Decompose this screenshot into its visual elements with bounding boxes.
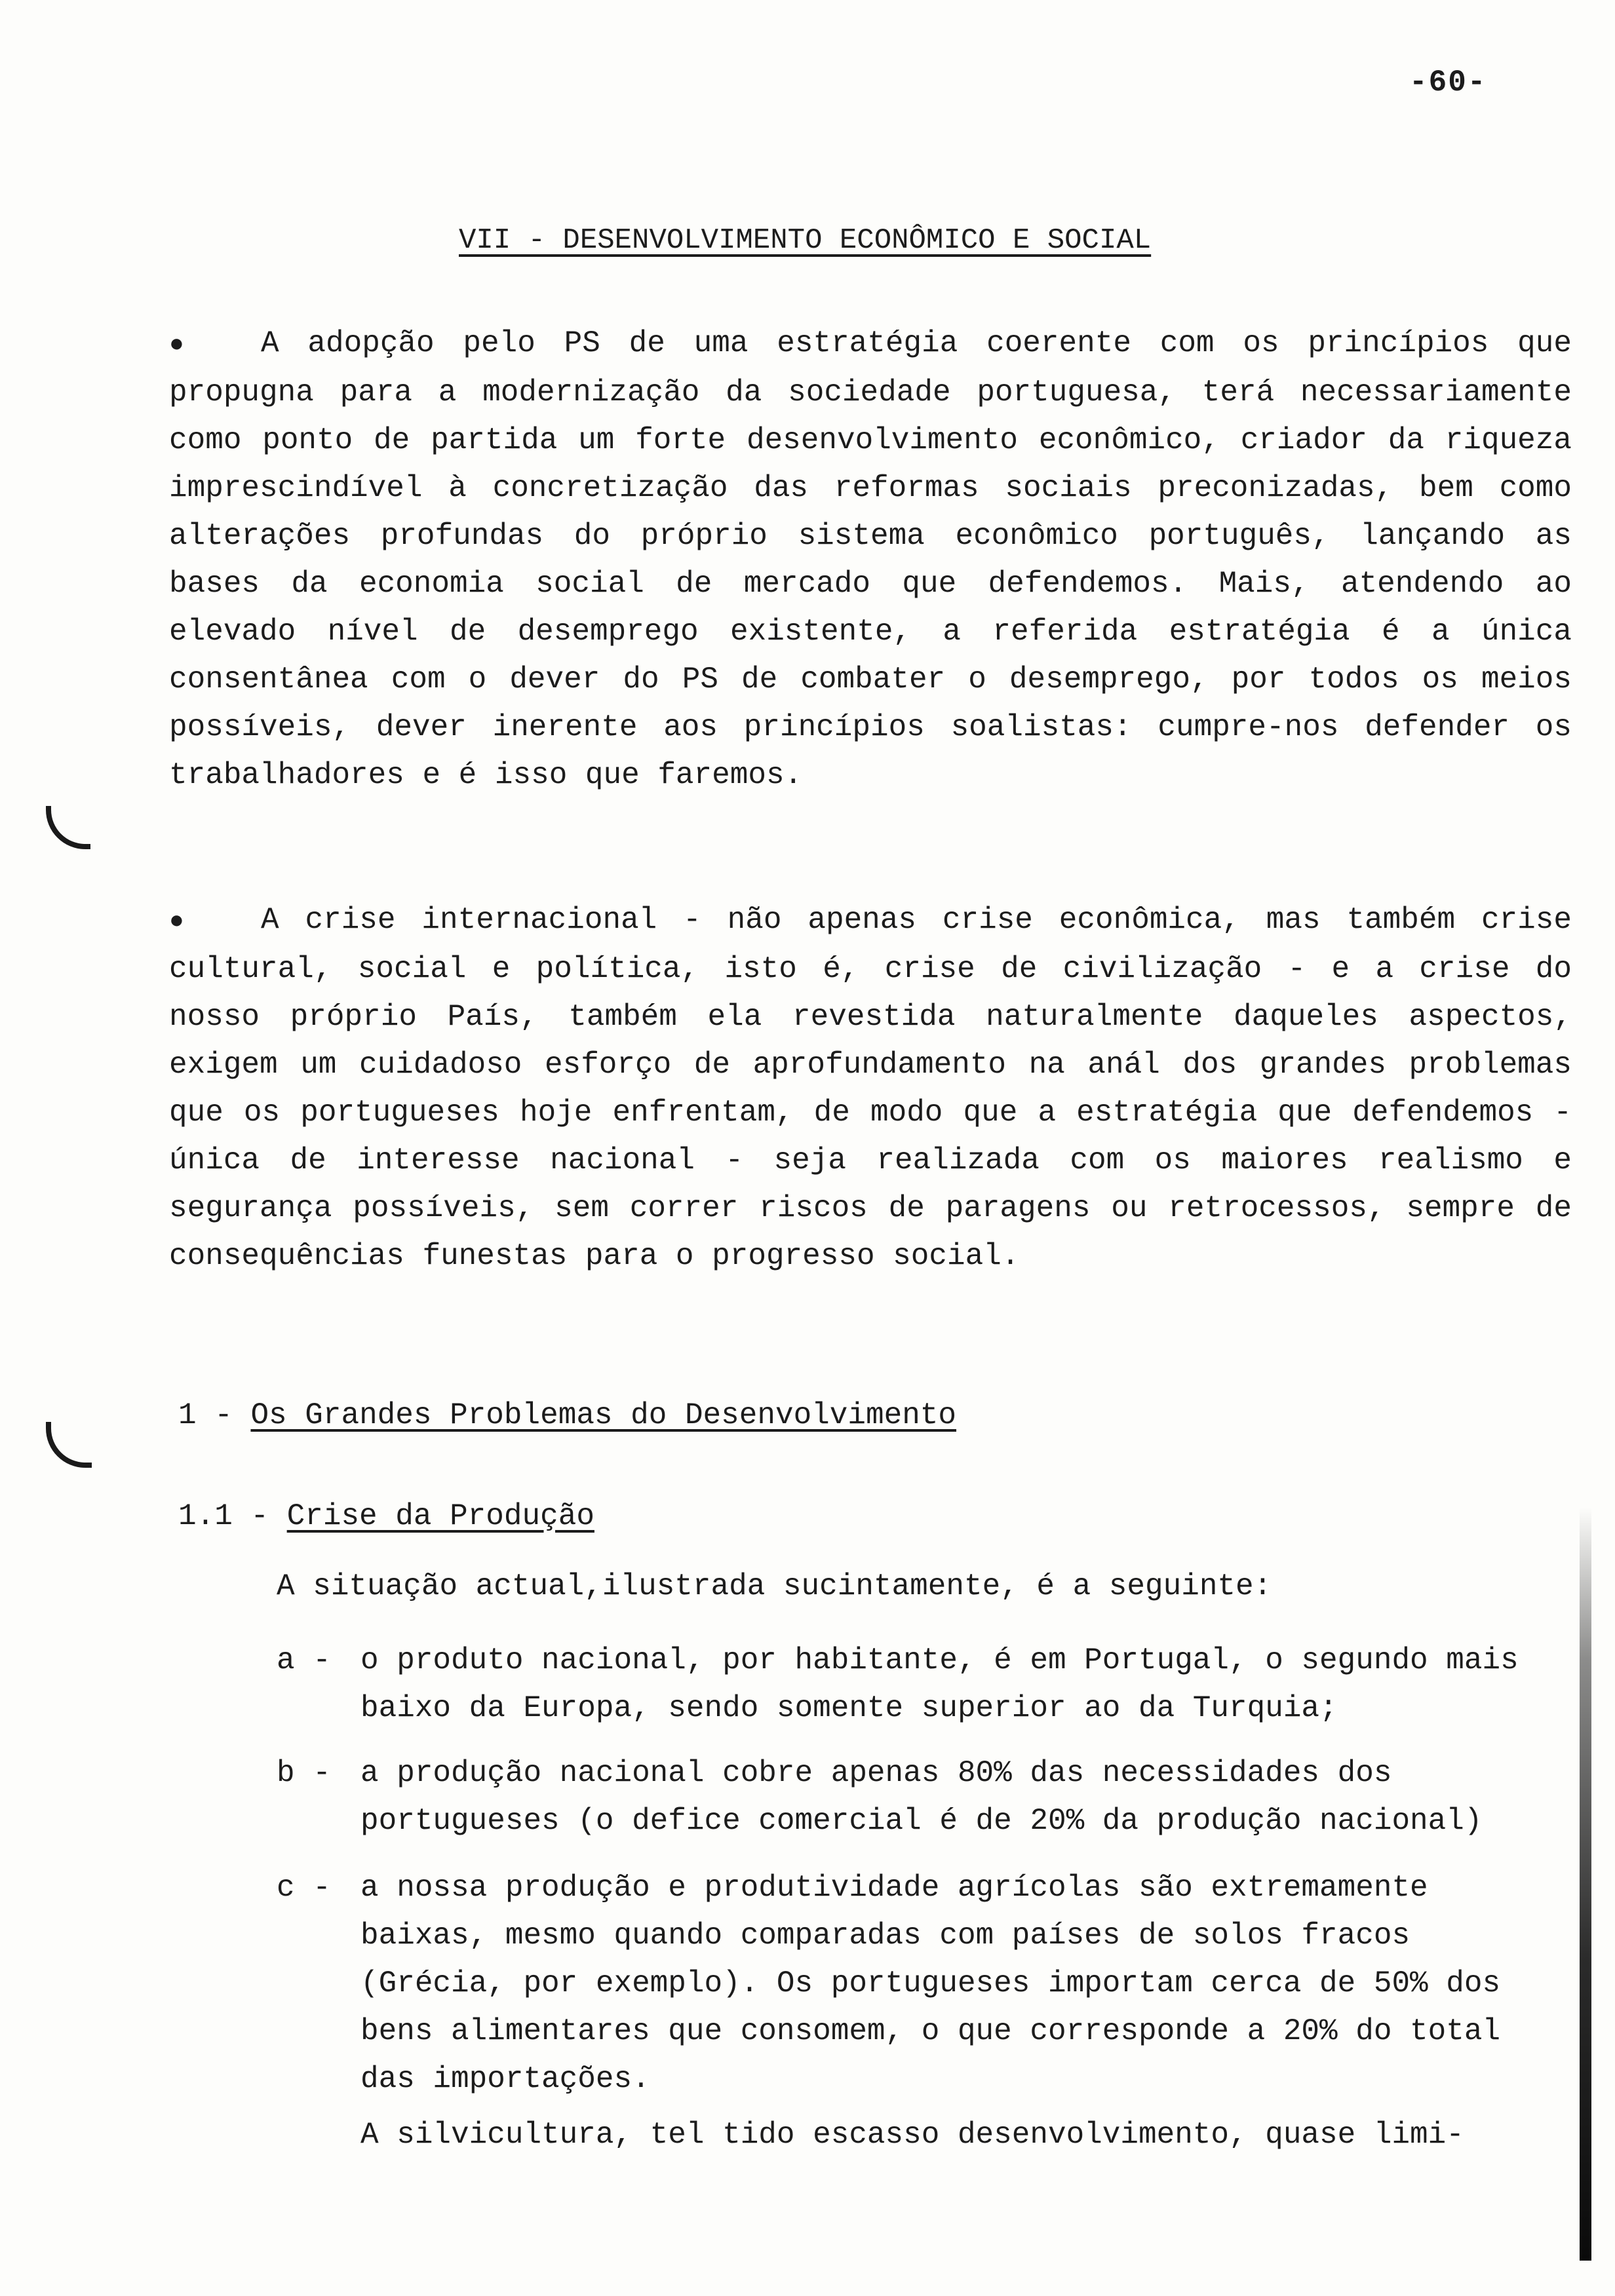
section-1-1-heading xyxy=(178,1499,594,1533)
intro-text: A situação actual,ilustrada sucintamente, é a seguinte: xyxy=(277,1569,1272,1603)
list-item-a xyxy=(277,1637,1561,1732)
list-item-letter: c - xyxy=(277,1871,331,1905)
list-item-c xyxy=(277,1864,1561,2103)
list-item-letter: b - xyxy=(277,1756,331,1790)
list-item-text: o produto nacional, por habitante, é em Portugal, o segundo mais baixo da Europa, sendo somente superior ao da Turquia; xyxy=(360,1643,1519,1725)
section-1-1-title: Crise da Produção xyxy=(286,1499,594,1533)
paragraph-2 xyxy=(169,896,1572,1280)
paragraph-2-text: A crise internacional - não apenas crise econômica, mas também crise cultural, social e política, isto é, crise de civilização - e a crise do nosso próprio País, também ela revestida naturalmente daqueles aspectos, exigem um cuidadoso esforço de aprofundamento na anál dos grandes problemas que os portugueses hoje enfrentam, de modo que a estratégia que defendemos - única de interesse nacional - seja realizada com os maiores realismo e segurança possíveis, sem correr riscos de paragens ou retrocessos, sempre de consequências funestas para o progresso social. xyxy=(169,903,1572,1273)
continuation-line xyxy=(277,2111,1561,2159)
scan-edge-shadow xyxy=(1580,1507,1591,2261)
paragraph-1 xyxy=(169,320,1572,799)
list-item-text: a produção nacional cobre apenas 80% das necessidades dos portugueses (o defice comercial é de 20% da produção nacional) xyxy=(360,1756,1483,1838)
section-1-heading xyxy=(178,1398,956,1432)
chapter-title: VII - DESENVOLVIMENTO ECONÔMICO E SOCIAL xyxy=(459,224,1152,257)
list-item-letter: a - xyxy=(277,1643,331,1677)
bullet-icon: ● xyxy=(169,908,184,936)
bullet-icon: ● xyxy=(169,331,184,359)
list-item-text: a nossa produção e produtividade agrícolas são extremamente baixas, mesmo quando comparadas com países de solos fracos (Grécia, por exemplo). Os portugueses importam cerca de 50% dos bens alimentares que consomem, o que corresponde a 20% do total das importações. xyxy=(360,1871,1501,2096)
section-1-title: Os Grandes Problemas do Desenvolvimento xyxy=(250,1398,957,1432)
section-1-number: 1 - xyxy=(178,1398,233,1432)
list-item-b xyxy=(277,1750,1561,1845)
binder-hole-mark xyxy=(46,806,90,849)
section-1-1-number: 1.1 - xyxy=(178,1499,269,1533)
continuation-text: A silvicultura, tel tido escasso desenvolvimento, quase limi- xyxy=(360,2118,1464,2152)
paragraph-1-text: A adopção pelo PS de uma estratégia coerente com os princípios que propugna para a modernização da sociedade portuguesa, terá necessariamente como ponto de partida um forte desenvolvimento econômico, criador da riqueza imprescindível à concretização das reformas sociais preconizadas, bem como alterações profundas do próprio sistema econômico português, lançando as bases da economia social de mercado que defendemos. Mais, atendendo ao elevado nível de desemprego existente, a referida estratégia é a única consentânea com o dever do PS de combater o desemprego, por todos os meios possíveis, dever inerente aos princípios soalistas: cumpre-nos defender os trabalhadores e é isso que faremos. xyxy=(169,326,1572,792)
binder-hole-mark xyxy=(46,1422,92,1468)
page-number: -60- xyxy=(1409,66,1487,100)
